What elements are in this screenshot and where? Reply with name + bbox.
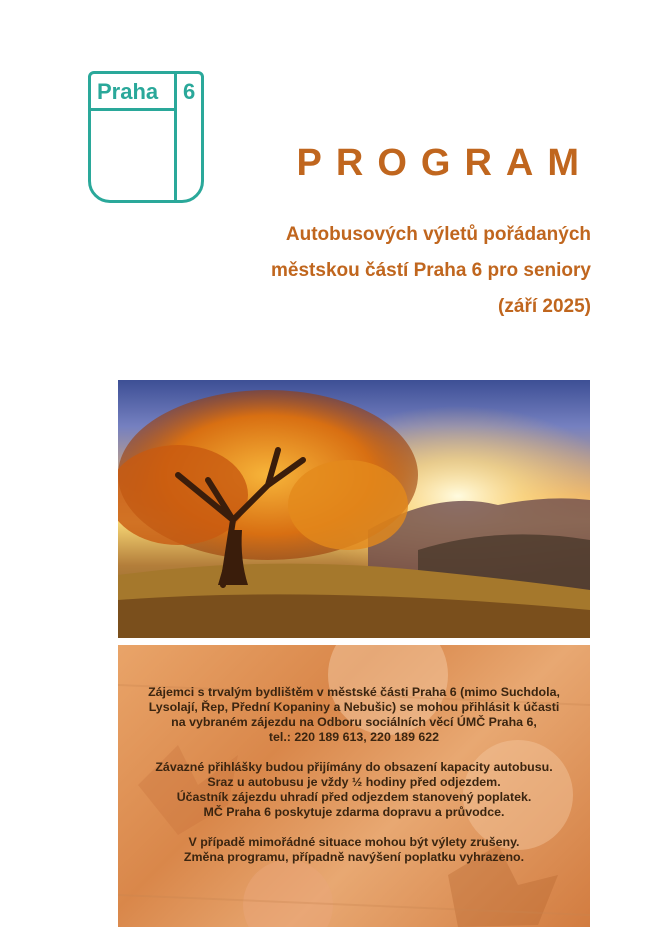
conditions-paragraph <box>118 760 590 820</box>
info-line: Sraz u autobusu je vždy ½ hodiny před odjezdem. <box>207 775 501 789</box>
logo-line <box>91 108 175 111</box>
logo-divider <box>174 74 177 200</box>
contact-paragraph <box>118 685 590 745</box>
notice-paragraph <box>118 835 590 865</box>
page-title: PROGRAM <box>296 142 593 184</box>
info-line: Lysolají, Řep, Přední Kopaniny a Nebušic) se mohou přihlásit k účasti <box>148 700 560 714</box>
info-line: tel.: 220 189 613, 220 189 622 <box>268 730 440 744</box>
info-line: MČ Praha 6 poskytuje zdarma dopravu a průvodce. <box>203 805 505 819</box>
subtitle-line-2: městskou částí Praha 6 pro seniory <box>271 260 591 281</box>
info-line: Závazné přihlášky budou přijímány do obsazení kapacity autobusu. <box>155 760 553 774</box>
logo-number: 6 <box>183 79 196 104</box>
info-line: V případě mimořádné situace mohou být výlety zrušeny. <box>188 835 520 849</box>
praha6-logo <box>88 71 204 203</box>
info-text <box>118 685 590 880</box>
info-line: na vybraném zájezdu na Odboru sociálních věcí ÚMČ Praha 6, <box>171 715 537 729</box>
info-line: Změna programu, případně navýšení poplatku vyhrazeno. <box>183 850 525 864</box>
autumn-tree-photo <box>118 380 590 638</box>
subtitle-line-3: (září 2025) <box>498 296 591 317</box>
subtitle-line-1: Autobusových výletů pořádaných <box>285 224 591 245</box>
info-line: Účastník zájezdu uhradí před odjezdem stanovený poplatek. <box>176 790 532 804</box>
info-line: Zájemci s trvalým bydlištěm v městské části Praha 6 (mimo Suchdola, <box>148 685 560 699</box>
logo-name: Praha <box>97 79 159 104</box>
info-panel <box>118 645 590 927</box>
